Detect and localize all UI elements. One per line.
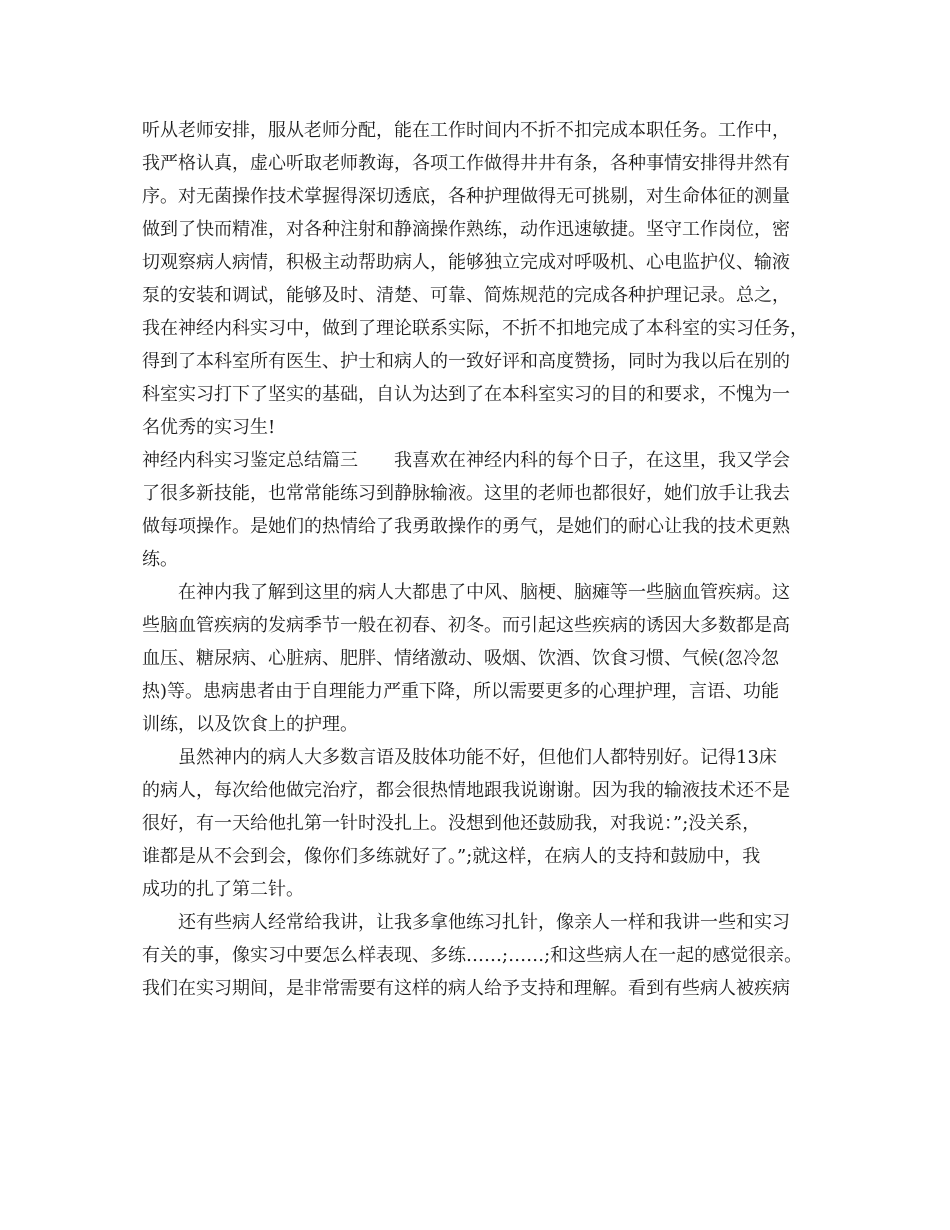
- text-line: 谁都是从不会到会，像你们多练就好了。”;就这样，在病人的支持和鼓励中，我: [142, 846, 761, 867]
- text-line: 泵的安装和调试，能够及时、清楚、可靠、简炼规范的完成各种护理记录。总之，: [142, 285, 790, 306]
- section-heading-line: 神经内科实习鉴定总结篇三 我喜欢在神经内科的每个日子，在这里，我又学会: [142, 450, 790, 471]
- text-line: 热)等。患病患者由于自理能力严重下降，所以需要更多的心理护理，言语、功能: [142, 681, 780, 702]
- paragraph-1: [142, 114, 822, 444]
- paragraph-3: [142, 576, 822, 741]
- text-line: 我在神经内科实习中，做到了理论联系实际，不折不扣地完成了本科室的实习任务，: [142, 318, 808, 339]
- paragraph-5: [142, 906, 822, 1005]
- text-line: 名优秀的实习生!: [142, 417, 276, 438]
- text-line: 还有些病人经常给我讲，让我多拿他练习扎针，像亲人一样和我讲一些和实习: [178, 912, 790, 933]
- text-line: 科室实习打下了坚实的基础，自认为达到了在本科室实习的目的和要求，不愧为一: [142, 384, 790, 405]
- text-line: 了很多新技能，也常常能练习到静脉输液。这里的老师也都很好，她们放手让我去: [142, 483, 790, 504]
- text-line: 有关的事，像实习中要怎么样表现、多练……;……;和这些病人在一起的感觉很亲。: [142, 945, 803, 966]
- text-line: 训练，以及饮食上的护理。: [142, 714, 358, 735]
- text-line: 我严格认真，虚心听取老师教诲，各项工作做得井井有条，各种事情安排得井然有: [142, 153, 790, 174]
- text-line: 血压、糖尿病、心脏病、肥胖、情绪激动、吸烟、饮酒、饮食习惯、气候(忽冷忽: [142, 648, 780, 669]
- text-line: 练。: [142, 549, 178, 570]
- text-line: 得到了本科室所有医生、护士和病人的一致好评和高度赞扬，同时为我以后在别的: [142, 351, 790, 372]
- document-body: [142, 114, 822, 1005]
- text-line: 成功的扎了第二针。: [142, 879, 304, 900]
- text-line: 很好，有一天给他扎第一针时没扎上。没想到他还鼓励我，对我说：”;没关系，: [142, 813, 761, 834]
- text-line: 些脑血管疾病的发病季节一般在初春、初冬。而引起这些疾病的诱因大多数都是高: [142, 615, 790, 636]
- text-line: 的病人，每次给他做完治疗，都会很热情地跟我说谢谢。因为我的输液技术还不是: [142, 780, 790, 801]
- text-line: 做到了快而精准，对各种注射和静滴操作熟练，动作迅速敏捷。坚守工作岗位，密: [142, 219, 790, 240]
- text-line: 我们在实习期间，是非常需要有这样的病人给予支持和理解。看到有些病人被疾病: [142, 978, 790, 999]
- text-line: 听从老师安排，服从老师分配，能在工作时间内不折不扣完成本职任务。工作中，: [142, 120, 790, 141]
- text-line: 在神内我了解到这里的病人大都患了中风、脑梗、脑瘫等一些脑血管疾病。这: [178, 582, 790, 603]
- text-line: 切观察病人病情，积极主动帮助病人，能够独立完成对呼吸机、心电监护仪、输液: [142, 252, 790, 273]
- text-line: 序。对无菌操作技术掌握得深切透底，各种护理做得无可挑剔，对生命体征的测量: [142, 186, 790, 207]
- paragraph-4: [142, 741, 822, 906]
- text-line: 做每项操作。是她们的热情给了我勇敢操作的勇气，是她们的耐心让我的技术更熟: [142, 516, 790, 537]
- text-line: 虽然神内的病人大多数言语及肢体功能不好，但他们人都特别好。记得13床: [178, 747, 777, 768]
- paragraph-2: [142, 444, 822, 576]
